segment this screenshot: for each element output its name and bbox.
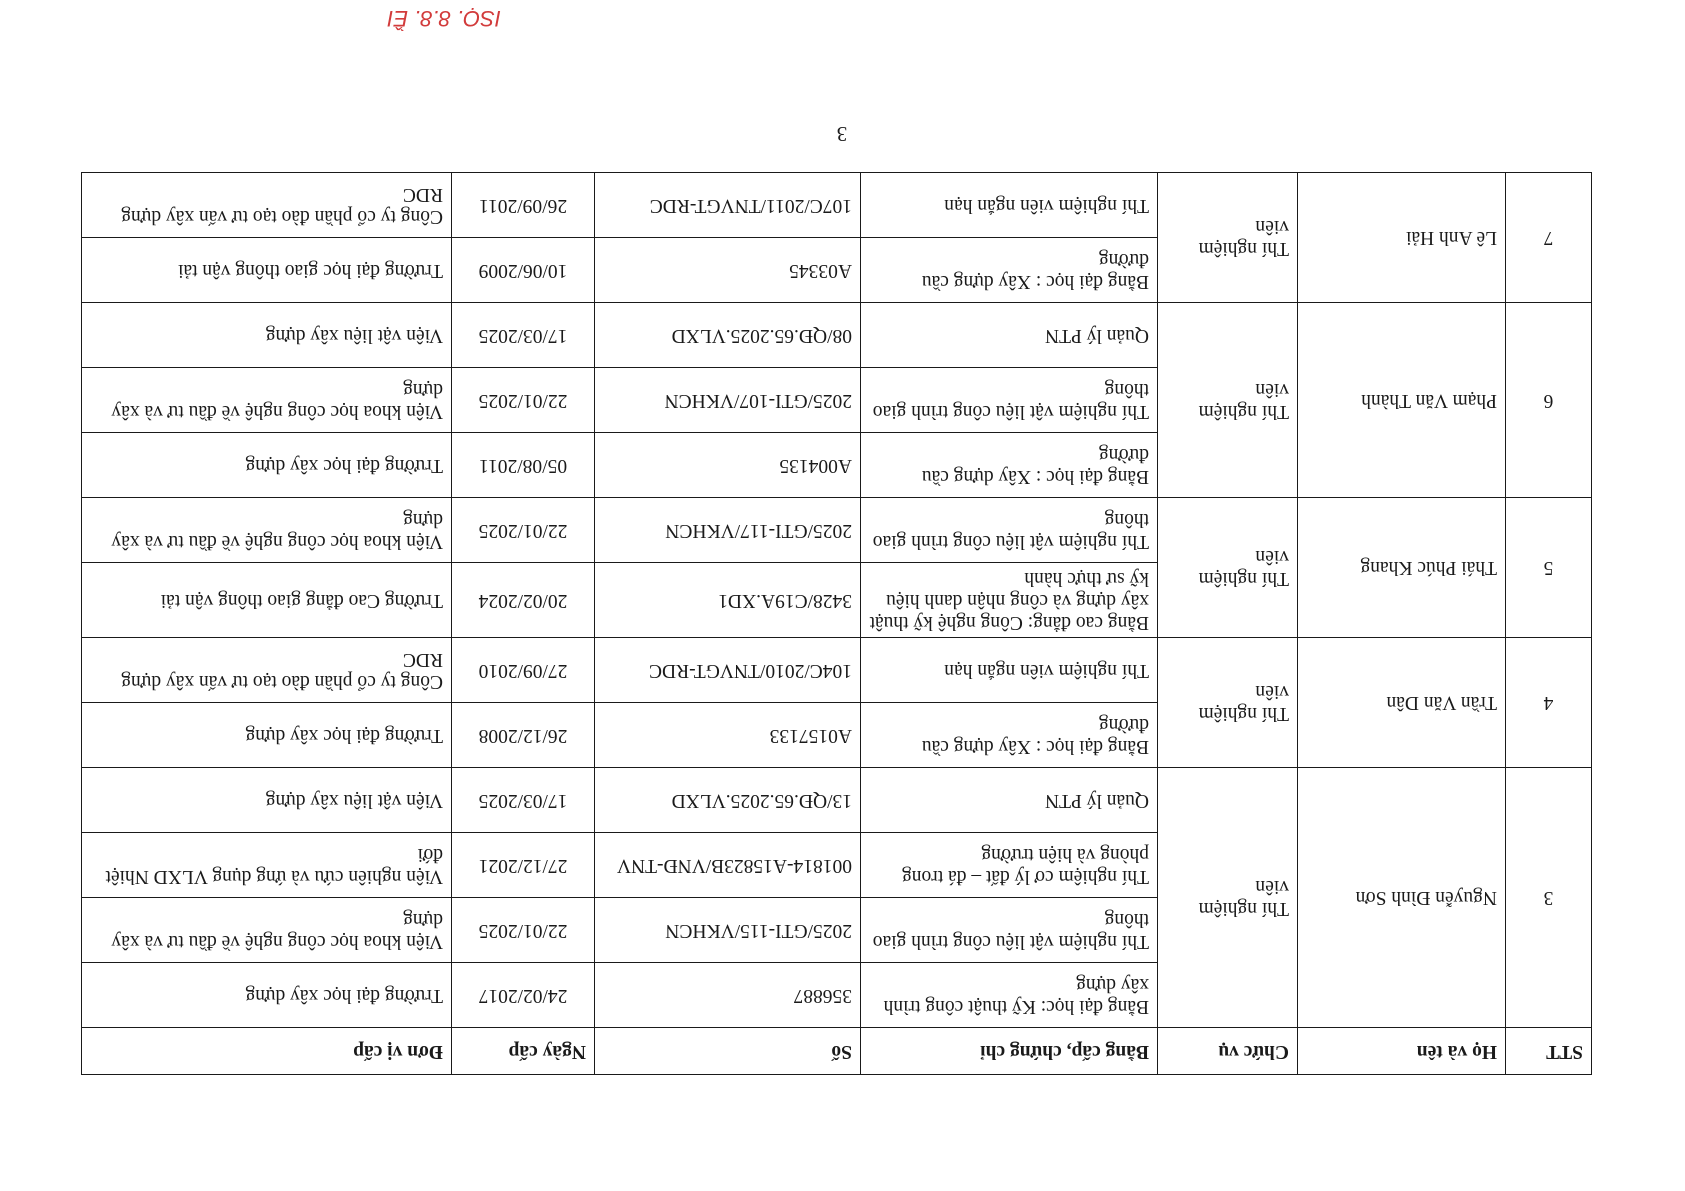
row-issuer: Viện khoa học công nghệ về đầu tư và xây dựng bbox=[82, 368, 452, 433]
row-number: 001814-A15823B/VNĐ-TNV bbox=[595, 833, 861, 898]
row-date: 22/01/2025 bbox=[452, 368, 595, 433]
row-number: 104C/2010/TNVGT-RDC bbox=[595, 638, 861, 703]
header-issuer: Đơn vị cấp bbox=[82, 1028, 452, 1075]
row-number: 356887 bbox=[595, 963, 861, 1028]
row-issuer: Viện vật liệu xây dựng bbox=[82, 303, 452, 368]
red-stamp-mark bbox=[305, 5, 505, 33]
row-degree: Thí nghiệm viên ngắn hạn bbox=[861, 638, 1158, 703]
row-degree: Bằng đại học : Xây dựng cầu đường bbox=[861, 238, 1158, 303]
row-degree: Thí nghiệm viên ngắn hạn bbox=[861, 173, 1158, 238]
row-issuer: Viện khoa học công nghệ về đầu tư và xây dựng bbox=[82, 498, 452, 563]
table-row bbox=[82, 703, 1592, 768]
header-date: Ngày cấp bbox=[452, 1028, 595, 1075]
row-role: Thí nghiệm viên bbox=[1158, 303, 1298, 498]
header-degree: Bằng cấp, chứng chỉ bbox=[861, 1028, 1158, 1075]
row-name: Phạm Văn Thành bbox=[1298, 303, 1506, 498]
row-number: 13/QĐ.65.2025.VLXD bbox=[595, 768, 861, 833]
row-number: A03345 bbox=[595, 238, 861, 303]
header-role: Chức vụ bbox=[1158, 1028, 1298, 1075]
row-issuer: Công ty cổ phần đào tạo tư vấn xây dựng RDC bbox=[82, 173, 452, 238]
row-date: 22/01/2025 bbox=[452, 498, 595, 563]
row-date: 20/02/2024 bbox=[452, 563, 595, 638]
row-degree: Bằng cao đẳng: Công nghệ kỹ thuật xây dựng và công nhận danh hiệu kỹ sư thực hành bbox=[861, 563, 1158, 638]
row-issuer: Viện khoa học công nghệ về đầu tư và xây dựng bbox=[82, 898, 452, 963]
table-row bbox=[82, 563, 1592, 638]
row-degree: Quản lý PTN bbox=[861, 768, 1158, 833]
row-date: 22/01/2025 bbox=[452, 898, 595, 963]
row-issuer: Trường đại học xây dựng bbox=[82, 963, 452, 1028]
row-issuer: Trường đại học xây dựng bbox=[82, 703, 452, 768]
row-issuer: Trường đại học xây dựng bbox=[82, 433, 452, 498]
row-name: Lê Anh Hải bbox=[1298, 173, 1506, 303]
row-degree: Thí nghiệm vật liệu công trình giao thông bbox=[861, 498, 1158, 563]
row-number: 08/QĐ.65.2025.VLXD bbox=[595, 303, 861, 368]
row-date: 05/08/2011 bbox=[452, 433, 595, 498]
row-issuer: Viện nghiên cứu và ứng dụng VLXD Nhiệt đới bbox=[82, 833, 452, 898]
row-number: 2025/GTI-115/VKHCN bbox=[595, 898, 861, 963]
row-date: 26/12/2008 bbox=[452, 703, 595, 768]
row-number: 107C/2011/TNVGT-RDC bbox=[595, 173, 861, 238]
row-degree: Quản lý PTN bbox=[861, 303, 1158, 368]
row-degree: Bằng đại học : Xây dựng cầu đường bbox=[861, 703, 1158, 768]
row-date: 27/09/2010 bbox=[452, 638, 595, 703]
row-role: Thí nghiệm viên bbox=[1158, 638, 1298, 768]
row-name: Nguyễn Đình Sơn bbox=[1298, 768, 1506, 1028]
header-stt: STT bbox=[1506, 1028, 1592, 1075]
row-date: 17/03/2025 bbox=[452, 768, 595, 833]
row-number: 2025/GTI-117/VKHCN bbox=[595, 498, 861, 563]
table-row bbox=[82, 433, 1592, 498]
row-issuer: Công ty cổ phần đào tạo tư vấn xây dựng RDC bbox=[82, 638, 452, 703]
row-issuer: Trường Cao đẳng giao thông vận tải bbox=[82, 563, 452, 638]
row-date: 27/12/2021 bbox=[452, 833, 595, 898]
row-degree: Thí nghiệm vật liệu công trình giao thông bbox=[861, 898, 1158, 963]
table-header-row bbox=[82, 1028, 1592, 1075]
row-role: Thí nghiệm viên bbox=[1158, 768, 1298, 1028]
row-number: 2025/GTI-107/VKHCN bbox=[595, 368, 861, 433]
row-stt: 4 bbox=[1506, 638, 1592, 768]
row-issuer: Trường đại học giao thông vận tải bbox=[82, 238, 452, 303]
svg-text:ISỌ. 8.8. ỀI: ISỌ. 8.8. ỀI bbox=[387, 6, 501, 31]
row-role: Thí nghiệm viên bbox=[1158, 173, 1298, 303]
row-date: 17/03/2025 bbox=[452, 303, 595, 368]
row-degree: Thí nghiệm vật liệu công trình giao thông bbox=[861, 368, 1158, 433]
row-date: 26/09/2011 bbox=[452, 173, 595, 238]
row-name: Thái Phúc Khang bbox=[1298, 498, 1506, 638]
row-date: 10/06/2009 bbox=[452, 238, 595, 303]
row-stt: 3 bbox=[1506, 768, 1592, 1028]
staff-qualification-table bbox=[81, 172, 1592, 1075]
row-stt: 6 bbox=[1506, 303, 1592, 498]
header-number: Số bbox=[595, 1028, 861, 1075]
row-number: 3428/C19A.XD1 bbox=[595, 563, 861, 638]
row-stt: 7 bbox=[1506, 173, 1592, 303]
row-degree: Bằng đại học : Xây dựng cầu đường bbox=[861, 433, 1158, 498]
row-issuer: Viện vật liệu xây dựng bbox=[82, 768, 452, 833]
row-number: A0157133 bbox=[595, 703, 861, 768]
row-date: 24/02/2017 bbox=[452, 963, 595, 1028]
table-row bbox=[82, 238, 1592, 303]
row-role: Thí nghiệm viên bbox=[1158, 498, 1298, 638]
row-stt: 5 bbox=[1506, 498, 1592, 638]
row-degree: Thí nghiệm cơ lý đất – đá trong phòng và hiện trường bbox=[861, 833, 1158, 898]
header-name: Họ và tên bbox=[1298, 1028, 1506, 1075]
table-row bbox=[82, 963, 1592, 1028]
row-degree: Bằng đại học: Kỹ thuật công trình xây dựng bbox=[861, 963, 1158, 1028]
row-name: Trần Văn Dân bbox=[1298, 638, 1506, 768]
page-number: 3 bbox=[836, 122, 848, 146]
row-number: A004135 bbox=[595, 433, 861, 498]
